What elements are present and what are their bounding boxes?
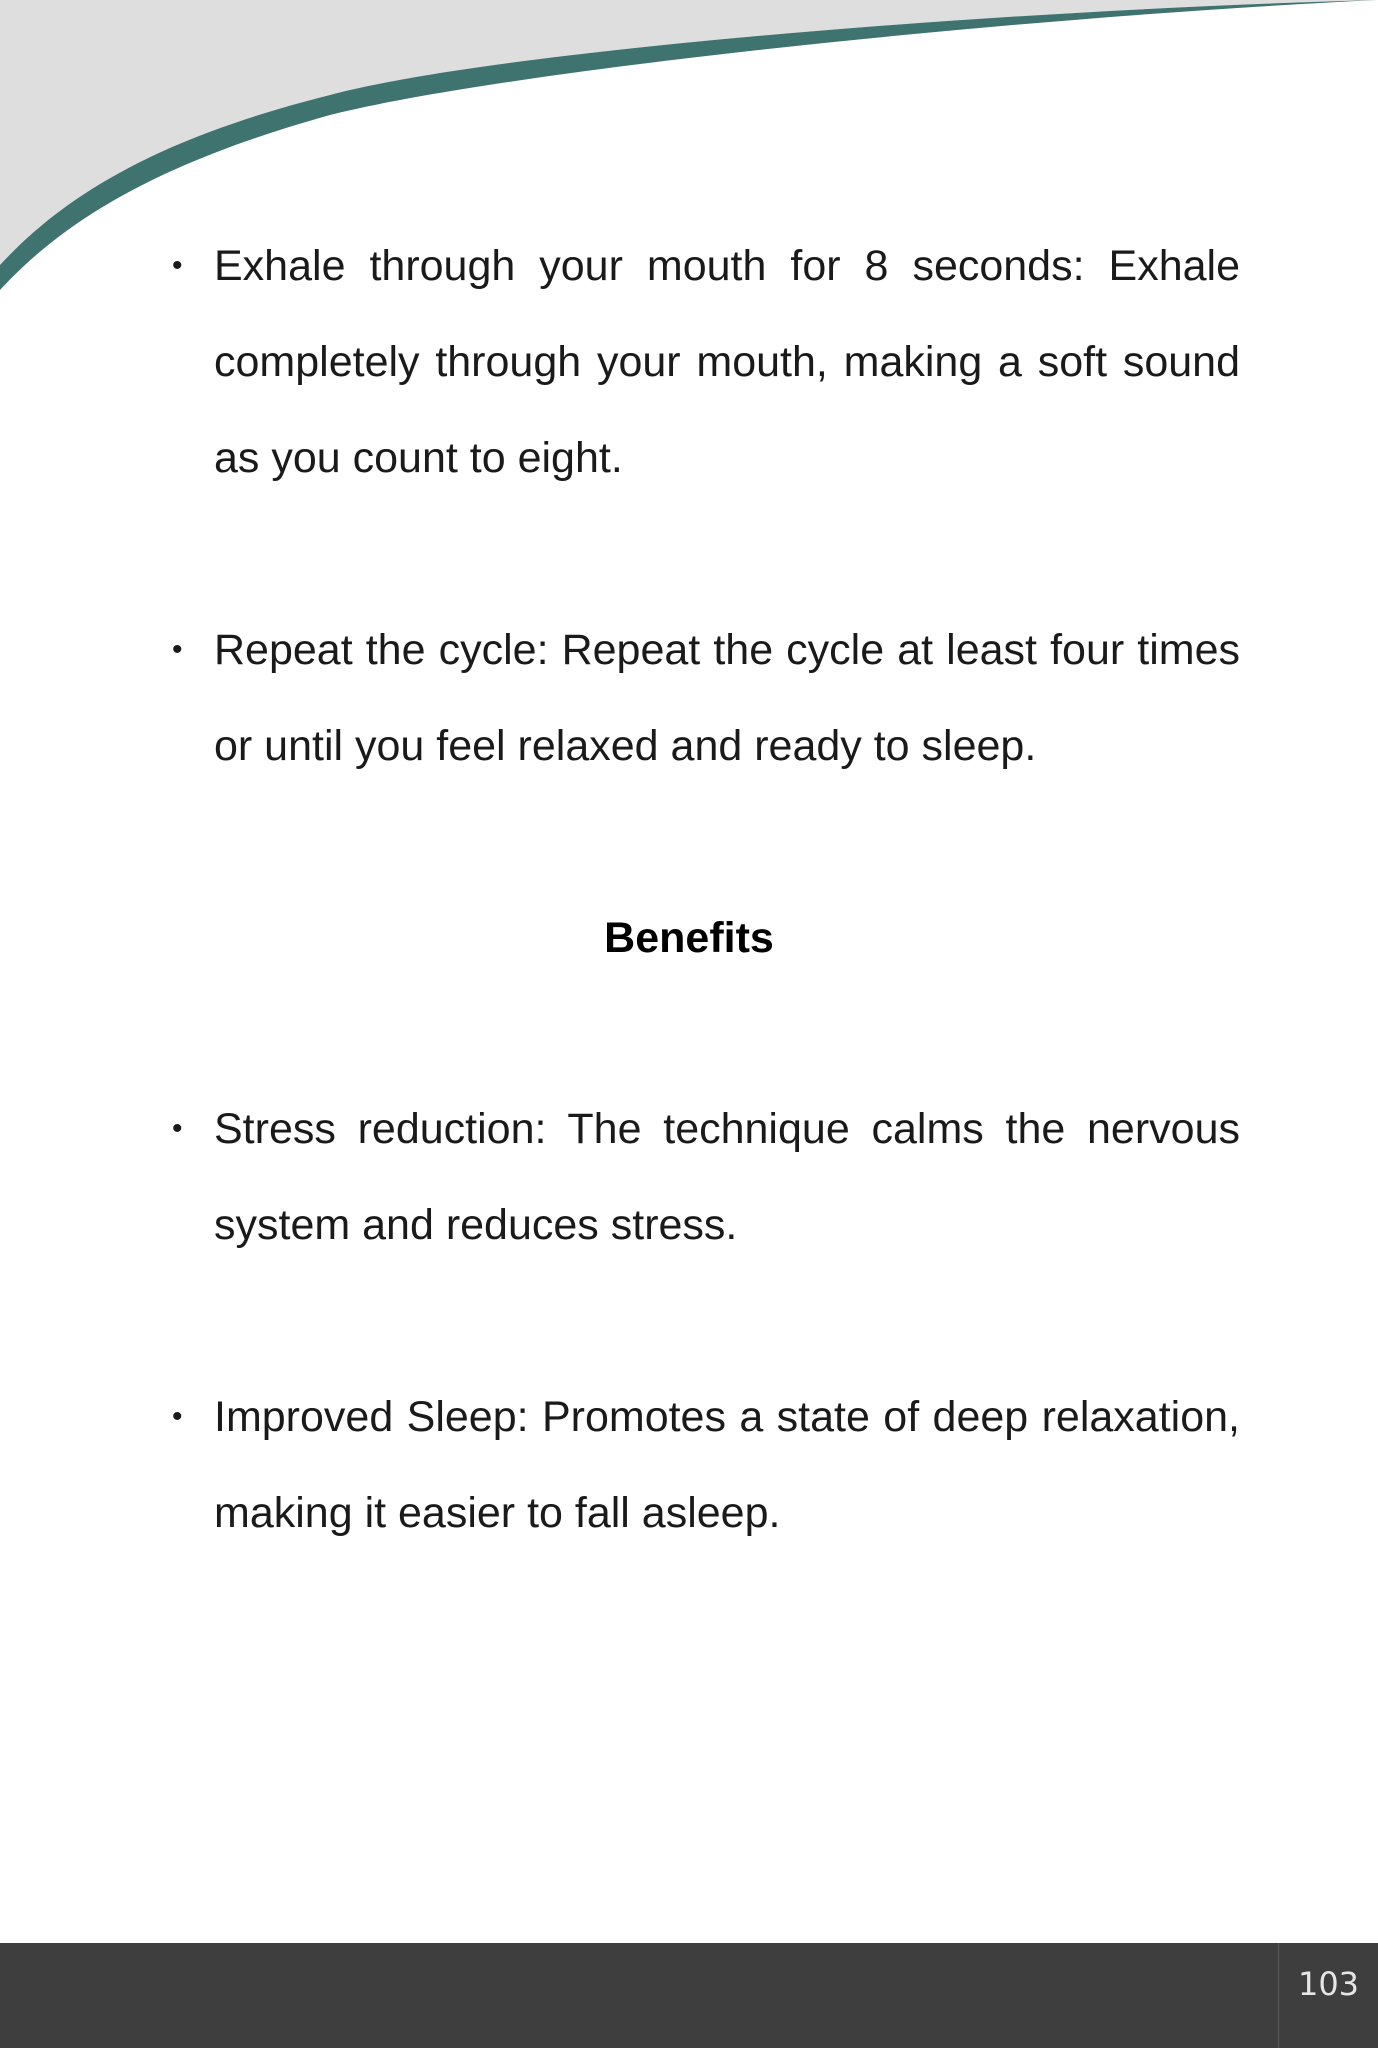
bullet-marker: • [172, 249, 183, 282]
list-item-text: Repeat the cycle: Repeat the cycle at least four times or until you feel relaxed and ready to sleep. [214, 626, 1240, 770]
list-item-text: Stress reduction: The technique calms the nervous system and reduces stress. [214, 1105, 1240, 1249]
list-item [172, 602, 1240, 794]
list-item [172, 1369, 1240, 1561]
list-item [172, 218, 1240, 506]
bullet-marker: • [172, 1400, 183, 1433]
list-item-text: Exhale through your mouth for 8 seconds: Exhale completely through your mouth, making a soft sound as you count to eight. [214, 242, 1240, 482]
list-item [172, 1081, 1240, 1273]
page-number: 103 [1278, 1943, 1378, 2048]
bullet-marker: • [172, 1112, 183, 1145]
bullet-marker: • [172, 633, 183, 666]
page-footer [0, 1943, 1378, 2048]
list-item-text: Improved Sleep: Promotes a state of deep relaxation, making it easier to fall asleep. [214, 1393, 1240, 1537]
section-heading: Benefits [604, 914, 774, 962]
